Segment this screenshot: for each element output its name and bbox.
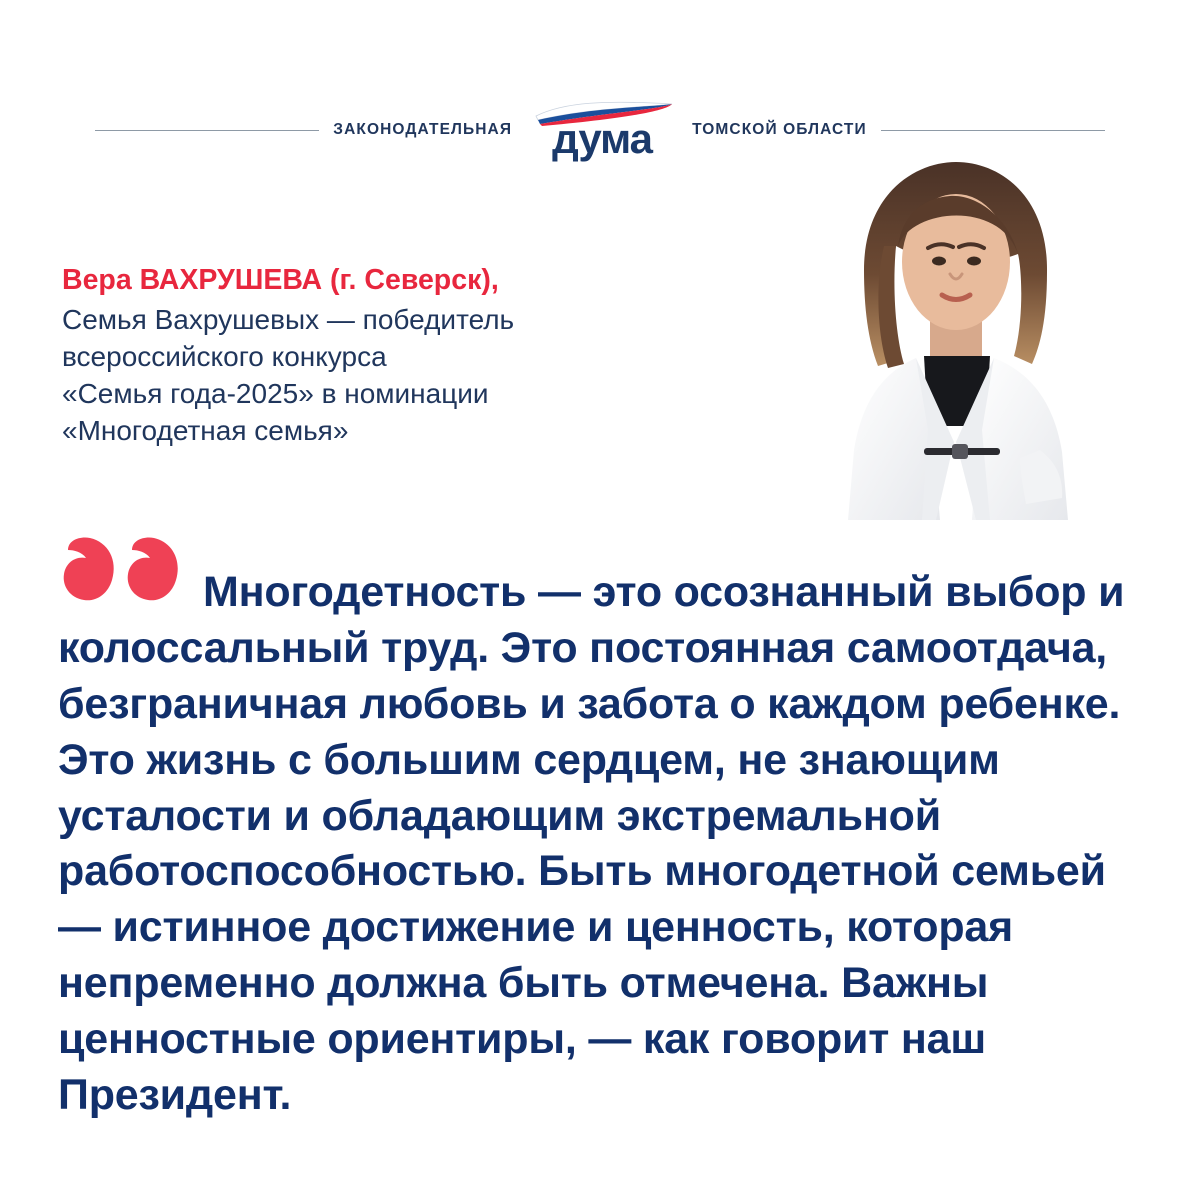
- header-rule-left: [95, 130, 319, 131]
- header-rule-right: [881, 130, 1105, 131]
- header-right-text: ТОМСКОЙ ОБЛАСТИ: [692, 121, 867, 138]
- duma-logo: [526, 98, 678, 162]
- header-left-text: ЗАКОНОДАТЕЛЬНАЯ: [333, 121, 513, 138]
- attribution-line-4: «Многодетная семья»: [62, 415, 349, 447]
- page-header: [0, 0, 1200, 170]
- quote-text-container: [58, 565, 1148, 1124]
- attribution-name: Вера ВАХРУШЕВА (г. Северск),: [62, 264, 499, 296]
- quote-text: Многодетность — это осознанный выбор и колоссальный труд. Это постоянная самоотдача, безграничная любовь и забота о каждом ребенке. Это жизнь с большим сердцем, не знающим усталости и обладающим экстремальной работоспособностью. Быть многодетной семьей — истинное достижение и ценность, которая непременно должна быть отмечена. Важны ценностные ориентиры, — как говорит наш Президент.: [58, 568, 1125, 1120]
- attribution-block: [62, 262, 702, 450]
- attribution-line-3: «Семья года-2025» в номинации: [62, 378, 489, 410]
- duma-logo-word: дума: [552, 115, 652, 162]
- attribution-line-2: всероссийского конкурса: [62, 340, 387, 372]
- portrait-illustration: [804, 150, 1104, 520]
- portrait-photo: [804, 150, 1104, 520]
- attribution-line-1: Семья Вахрушевых — победитель: [62, 303, 515, 335]
